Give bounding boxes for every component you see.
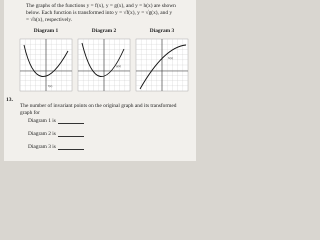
answer-label: Diagram 2 is xyxy=(28,131,56,137)
answer-label: Diagram 1 is xyxy=(28,118,56,124)
curve-label: g(x) xyxy=(116,64,122,68)
diagram-1-graph xyxy=(18,37,74,95)
diagram-2-graph xyxy=(76,37,132,95)
intro-text: The graphs of the functions y = f(x), y = g(x), and y = h(x) are shown below. Each function is transformed into y = √f(x), y = √g(x), and y = √h(x), respectively. xyxy=(26,3,176,23)
worksheet-page xyxy=(4,0,196,161)
diagram-title: Diagram 3 xyxy=(149,28,175,34)
diagram-1 xyxy=(18,28,74,96)
diagram-2 xyxy=(76,28,132,96)
answer-blank[interactable] xyxy=(58,131,84,137)
diagram-3-graph xyxy=(134,37,190,95)
diagram-3 xyxy=(134,28,190,96)
curve-label: f(x) xyxy=(48,84,53,88)
answer-row-3 xyxy=(28,144,84,150)
answer-label: Diagram 3 is xyxy=(28,144,56,150)
answer-row-2 xyxy=(28,131,84,137)
answer-blank[interactable] xyxy=(58,118,84,124)
question-number: 13. xyxy=(6,97,13,103)
question-text: The number of invariant points on the original graph and its transformed graph for xyxy=(20,103,177,116)
curve-label: h(x) xyxy=(168,56,174,60)
answer-blank[interactable] xyxy=(58,144,84,150)
diagram-title: Diagram 2 xyxy=(91,28,117,34)
diagram-title: Diagram 1 xyxy=(33,28,59,34)
answer-row-1 xyxy=(28,118,84,124)
